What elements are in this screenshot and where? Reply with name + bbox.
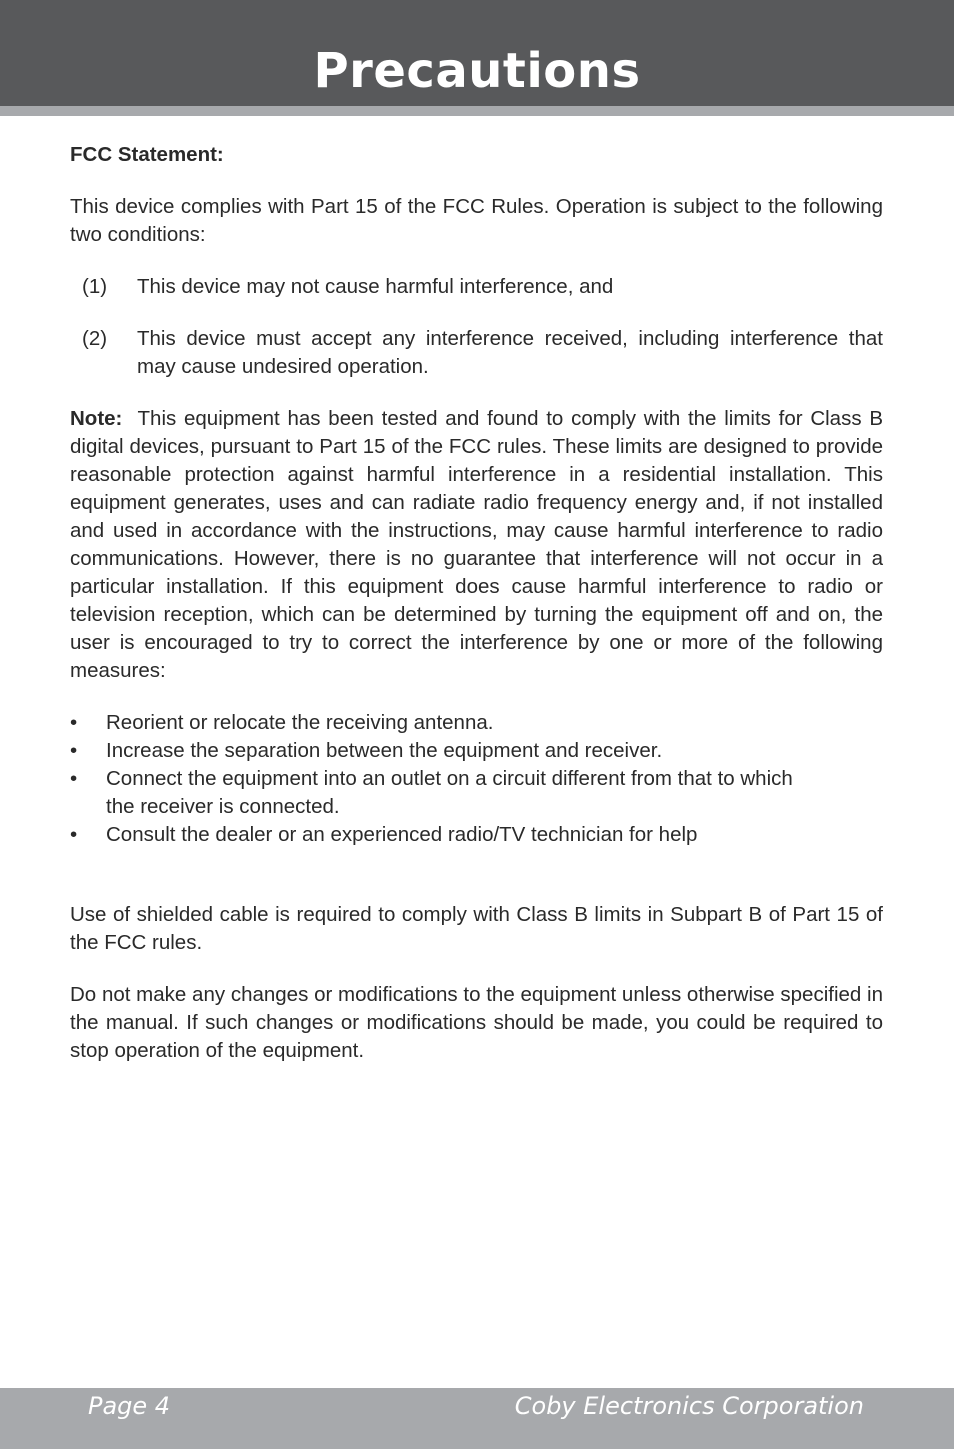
note-paragraph	[70, 405, 883, 685]
list-item	[70, 821, 883, 849]
measure-text: Increase the separation between the equipment and receiver.	[106, 739, 663, 762]
page-title: Precautions	[313, 43, 641, 99]
section-heading: FCC Statement:	[70, 143, 224, 166]
page-number: Page 4	[88, 1392, 171, 1420]
bullet-icon: •	[70, 767, 78, 790]
note-text: This equipment has been tested and found to comply with the limits for Class B digital devices, pursuant to Part 15 of the FCC rules. These limits are designed to provide reasonable protection against harmful interference in a residential installation. This equipment generates, uses and can radiate radio frequency energy and, if not installed and used in accordance with the instructions, may cause harmful interference to radio communications. However, there is no guarantee that interference will not occur in a particular installation. If this equipment does cause harmful interference to radio or television reception, which can be determined by turning the equipment off and on, the user is encouraged to try to correct the interference by one or more of the following measures:	[70, 407, 883, 682]
measures-list	[70, 709, 883, 849]
company-name: Coby Electronics Corporation	[514, 1392, 864, 1420]
condition-number: (1)	[82, 275, 108, 298]
shielded-cable-paragraph: Use of shielded cable is required to comply with Class B limits in Subpart B of Part 15 of the FCC rules.	[70, 903, 883, 954]
list-item	[70, 709, 883, 737]
condition-number: (2)	[82, 327, 108, 350]
intro-paragraph: This device complies with Part 15 of the FCC Rules. Operation is subject to the following two conditions:	[70, 195, 883, 246]
measure-text: Consult the dealer or an experienced radio/TV technician for help	[106, 823, 698, 846]
condition-item	[70, 273, 883, 301]
bullet-icon: •	[70, 739, 78, 762]
conditions-list	[70, 273, 883, 381]
document-body	[70, 141, 883, 1065]
header-stripe	[0, 106, 954, 116]
bullet-icon: •	[70, 823, 78, 846]
condition-item	[70, 325, 883, 381]
modifications-paragraph: Do not make any changes or modifications to the equipment unless otherwise specified in the manual. If such changes or modifications should be made, you could be required to stop operation of the equipment.	[70, 983, 883, 1062]
bullet-icon: •	[70, 711, 78, 734]
measure-text: Reorient or relocate the receiving antenna.	[106, 711, 494, 734]
measure-text: Connect the equipment into an outlet on a circuit different from that to which the receiver is connected.	[106, 767, 793, 818]
note-label: Note:	[70, 407, 123, 430]
list-item	[70, 737, 883, 765]
list-item	[70, 765, 883, 821]
condition-text: This device may not cause harmful interference, and	[137, 275, 614, 298]
condition-text: This device must accept any interference received, including interference that may cause undesired operation.	[137, 327, 883, 378]
